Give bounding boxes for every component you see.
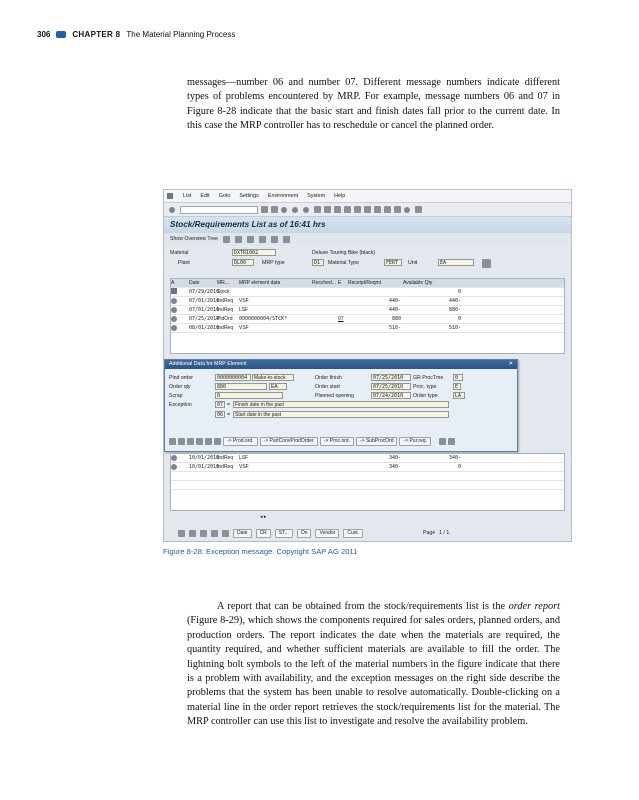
popup-title: Additional Data for MRP Element: [169, 361, 247, 367]
element-icon[interactable]: [171, 464, 177, 470]
next-page-icon[interactable]: [364, 206, 371, 213]
col-mr[interactable]: MR...: [217, 280, 229, 286]
planned-opening-label: Planned opening: [315, 393, 354, 399]
change-icon[interactable]: [178, 438, 185, 445]
popup-title-bar: [165, 360, 517, 369]
menu-icon: [167, 193, 173, 199]
scrap-field[interactable]: 0: [215, 392, 283, 399]
date-button[interactable]: Date: [233, 529, 252, 538]
show-overview-tree-button[interactable]: Show Overview Tree: [170, 236, 218, 242]
row-available: 440-: [448, 298, 461, 304]
check-icon[interactable]: [169, 438, 176, 445]
row-date: 10/01/2010: [189, 455, 220, 461]
table-row[interactable]: [171, 454, 564, 463]
material-label: Material: [170, 250, 189, 256]
row-receipt: 440-: [388, 307, 401, 313]
row-data: VSF: [239, 464, 249, 470]
menu-system[interactable]: System: [307, 193, 326, 199]
exception-text-2: Start date in the past: [233, 411, 449, 418]
refresh-icon[interactable]: [223, 236, 230, 243]
cancel-icon[interactable]: [448, 438, 455, 445]
row-receipt: 880: [391, 316, 401, 322]
table-row[interactable]: [171, 306, 564, 315]
row-data: VSF: [239, 325, 249, 331]
vendor-button[interactable]: Vendor: [315, 529, 339, 538]
popup-body: [165, 369, 517, 429]
nav-back-icon[interactable]: [281, 207, 287, 213]
material-header: [170, 249, 565, 271]
prod-order-button[interactable]: -> Prod.ord.: [223, 437, 258, 446]
exception-code-1: 07: [217, 402, 224, 408]
layout-icon[interactable]: [415, 206, 422, 213]
row-available: 340-: [448, 455, 461, 461]
col-resched[interactable]: Resched...: [312, 280, 336, 286]
page-value: 1 / 1: [439, 530, 450, 536]
col-a[interactable]: A: [171, 280, 175, 286]
table-row-empty: [171, 481, 564, 490]
order-type-field[interactable]: LA: [453, 392, 465, 399]
row-receipt: 440-: [388, 298, 401, 304]
row-mr: IndReq: [217, 464, 234, 470]
confirm-icon[interactable]: [169, 207, 175, 213]
settings-icon[interactable]: [271, 236, 278, 243]
order-qty-label: Order qty: [169, 384, 191, 390]
table-row[interactable]: [171, 315, 564, 324]
footer-toolbar: [164, 525, 571, 541]
menu-settings[interactable]: Settings: [239, 193, 259, 199]
chapter-label: CHAPTER 8: [72, 30, 121, 39]
row-mr: IndReq: [217, 455, 234, 461]
paragraph-rest: (Figure 8-29), which shows the components required for sales orders, planned orders, and production orders. The report indicates the date when the materials are required, the quantity required, and whether sufficient materials are available to fill the order. The lightning bolt symbols to the left of the material numbers in the figure indicate that there is a problem with availability, and the exception messages on the right side describe the problems that the system has been unable to resolve automatically. Double-clicking on a material line in the order report retrieves the stock/requirements list for the material. The MRP controller can use this list to investigate and resolve the availability problem.: [187, 615, 560, 728]
convert-icon[interactable]: [196, 438, 203, 445]
table-row-empty: [171, 472, 564, 481]
grid-header: [171, 279, 564, 288]
pur-req-button[interactable]: -> Pur.req.: [399, 437, 430, 446]
row-date: 07/25/2010: [189, 316, 220, 322]
plnd-order-type-field[interactable]: Make-to-stock: [252, 374, 294, 381]
order-report-term: order report: [508, 601, 560, 612]
row-date: 08/01/2010: [189, 325, 220, 331]
row-available: 0: [457, 464, 461, 470]
row-available: 880-: [448, 307, 461, 313]
exit-icon[interactable]: [292, 207, 298, 213]
order-type-label: Order type: [413, 393, 438, 399]
row-mr: IndReq: [217, 298, 234, 304]
stock-icon: [171, 288, 177, 294]
cr-button[interactable]: CR: [256, 529, 271, 538]
table-row[interactable]: [171, 463, 564, 472]
sap-screenshot: [163, 189, 572, 542]
expand-icon[interactable]: [178, 530, 185, 537]
screen-title: Stock/Requirements List as of 16:41 hrs: [164, 217, 571, 233]
calendar-icon[interactable]: [283, 236, 290, 243]
plant-label: Plant: [178, 260, 190, 266]
person-icon[interactable]: [235, 236, 242, 243]
row-date: 07/01/2010: [189, 298, 220, 304]
running-header: [37, 30, 235, 39]
edit-icon[interactable]: [189, 530, 196, 537]
gr-proc-field[interactable]: 0: [453, 374, 463, 381]
row-receipt: 340-: [388, 464, 401, 470]
sort-icon[interactable]: [200, 530, 207, 537]
row-data: LSF: [239, 455, 249, 461]
close-icon[interactable]: ✕: [508, 361, 513, 367]
order-start-field[interactable]: 07/25/2010: [371, 383, 411, 390]
menu-environment[interactable]: Environment: [267, 193, 299, 199]
last-page-icon[interactable]: [374, 206, 381, 213]
back-icon[interactable]: [261, 206, 268, 213]
planned-opening-field[interactable]: 07/24/2010: [371, 392, 411, 399]
row-available: 510-: [448, 325, 461, 331]
help-icon[interactable]: [404, 207, 410, 213]
row-data: VSF: [239, 298, 249, 304]
table-row[interactable]: [171, 324, 564, 333]
row-mr: Stock: [217, 289, 230, 295]
command-field[interactable]: [180, 206, 258, 214]
row-mr: IndReq: [217, 307, 234, 313]
page-number: 306: [37, 30, 51, 39]
new-session-icon[interactable]: [384, 206, 391, 213]
paragraph-lead: A report that can be obtained from the stock/requirements list is the: [217, 601, 509, 612]
popup-button-bar: [169, 437, 455, 446]
save-icon[interactable]: [271, 206, 278, 213]
paragraph-intro: messages—number 06 and number 07. Different message numbers indicate different types of problems encountered by MRP. For example, message numbers 06 and 07 in Figure 8-28 indicate that the basic start and finish dates fall prior to the current date. In this case the MRP controller has to reschedule or cancel the planned order.: [187, 77, 560, 132]
standard-toolbar: [164, 203, 571, 217]
scrap-label: Scrap: [169, 393, 183, 399]
equals-1: =: [227, 402, 231, 408]
exception-text-1: Finish date in the past: [233, 401, 449, 408]
part-conv-prod-order-button[interactable]: -> PartConvProdOrder: [260, 437, 318, 446]
plnd-order-label: Plnd order: [169, 375, 193, 381]
order-start-label: Order start: [315, 384, 340, 390]
row-date: 10/01/2010: [189, 464, 220, 470]
application-toolbar: [164, 233, 571, 245]
detail-icon[interactable]: [247, 236, 254, 243]
equals-2: =: [227, 412, 231, 418]
first-page-icon[interactable]: [344, 206, 351, 213]
prev-page-icon[interactable]: [354, 206, 361, 213]
table-row[interactable]: [171, 288, 564, 297]
chapter-title: The Material Planning Process: [126, 30, 236, 39]
edit-icon[interactable]: [482, 259, 491, 268]
find-icon[interactable]: [324, 206, 331, 213]
col-receipt[interactable]: Receipt/Reqmt: [348, 280, 382, 286]
row-receipt: 340-: [388, 455, 401, 461]
find-next-icon[interactable]: [334, 206, 341, 213]
mrp-type-field[interactable]: D1: [312, 259, 324, 266]
row-mr: IndReq: [217, 325, 234, 331]
menu-bar: [164, 190, 571, 203]
proc-order-button[interactable]: -> Proc.ord.: [320, 437, 354, 446]
chapter-marker-icon: [56, 31, 66, 38]
proc-type-label: Proc. type: [413, 384, 437, 390]
table-row[interactable]: [171, 297, 564, 306]
schedule-icon[interactable]: [205, 438, 212, 445]
menu-goto[interactable]: Goto: [218, 193, 231, 199]
filter-icon[interactable]: [259, 236, 266, 243]
paragraph-order-report: [187, 600, 560, 730]
element-icon[interactable]: [171, 316, 177, 322]
st-button[interactable]: ST...: [275, 529, 293, 538]
menu-edit[interactable]: Edit: [200, 193, 210, 199]
col-e[interactable]: E: [338, 280, 342, 286]
row-date: 07/01/2010: [189, 307, 220, 313]
exception-code-2: 06: [217, 412, 224, 418]
order-finish-field[interactable]: 07/25/2010: [371, 374, 411, 381]
mrp-type-label: MRP type: [262, 260, 285, 266]
page-label: Page: [423, 530, 436, 536]
plnd-order-field[interactable]: 0000000004: [215, 374, 251, 381]
element-icon[interactable]: [171, 325, 177, 331]
shortcut-icon[interactable]: [394, 206, 401, 213]
horizontal-scroll[interactable]: ◂ ▸: [260, 514, 267, 520]
order-qty-unit[interactable]: EA: [269, 383, 287, 390]
requirements-grid-lower: [170, 453, 565, 511]
row-available: 0: [457, 316, 461, 322]
on-button[interactable]: On: [297, 529, 312, 538]
plant-field[interactable]: DL00: [232, 259, 254, 266]
menu-list[interactable]: List: [183, 193, 192, 199]
row-data: 0000000004/STCK*: [239, 316, 288, 322]
row-date: 07/29/2010: [189, 289, 220, 295]
row-receipt: 510-: [388, 325, 401, 331]
customer-button[interactable]: Cust.: [343, 529, 363, 538]
exception-label: Exception: [169, 402, 192, 408]
figure-caption: Figure 8-28: Exception message. Copyright SAP AG 2011: [163, 547, 358, 556]
element-icon[interactable]: [171, 298, 177, 304]
print-icon[interactable]: [314, 206, 321, 213]
col-date[interactable]: Date: [189, 280, 200, 286]
order-finish-label: Order finish: [315, 375, 342, 381]
unit-field[interactable]: EA: [438, 259, 474, 266]
unit-label: Unit: [408, 260, 418, 266]
info-icon[interactable]: [214, 438, 221, 445]
cancel-icon[interactable]: [303, 207, 309, 213]
additional-data-popup: [164, 359, 518, 452]
gr-proc-label: GR ProcTme: [413, 375, 444, 381]
edit-icon[interactable]: [187, 438, 194, 445]
row-exception[interactable]: 07: [338, 316, 344, 322]
col-available[interactable]: Available Qty: [403, 280, 433, 286]
material-description: Deluxe Touring Bike (black): [312, 250, 376, 256]
order-qty-field[interactable]: 880: [215, 383, 267, 390]
element-icon[interactable]: [171, 455, 177, 461]
menu-help[interactable]: Help: [334, 193, 346, 199]
save-icon[interactable]: [439, 438, 446, 445]
row-available: 0: [457, 289, 461, 295]
element-icon[interactable]: [171, 307, 177, 313]
material-type-field[interactable]: FERT: [384, 259, 402, 266]
material-field[interactable]: DXTR1002: [232, 249, 276, 256]
proc-type-field[interactable]: E: [453, 383, 461, 390]
row-mr: PldOrd: [217, 316, 233, 322]
sub-proc-order-button[interactable]: -> SubProcOrd: [356, 437, 398, 446]
col-mrp-element[interactable]: MRP element data: [239, 280, 281, 286]
material-type-label: Material Type: [328, 260, 360, 266]
requirements-grid: [170, 278, 565, 354]
print-icon[interactable]: [222, 530, 229, 537]
filter-icon[interactable]: [211, 530, 218, 537]
row-data: LSF: [239, 307, 249, 313]
